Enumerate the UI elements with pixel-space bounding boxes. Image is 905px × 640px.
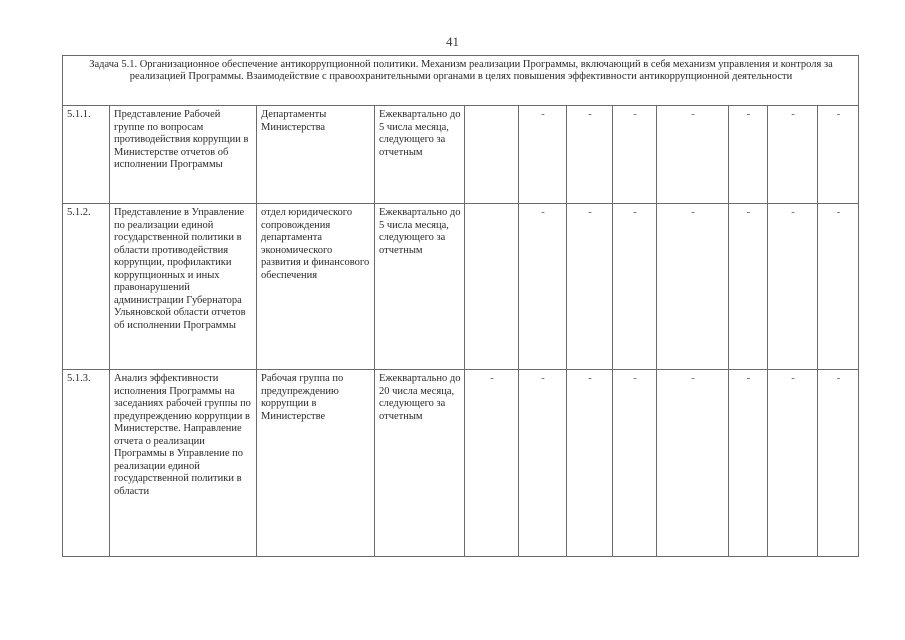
program-table [62, 55, 859, 557]
activity-cell: Представление в Управление по реализации единой государственной политики в области противодействия коррупции, профилактики коррупционных и иных правонарушений администрации Губернатора Ульяновской области отчетов об исполнении Программы [110, 204, 257, 370]
value-cell: - [818, 370, 859, 557]
value-cell: - [729, 106, 768, 204]
value-cell: - [818, 204, 859, 370]
table-row [63, 370, 859, 557]
value-cell: - [519, 204, 567, 370]
activity-cell: Представление Рабочей группе по вопросам противодействия коррупции в Министерстве отчетов об исполнении Программы [110, 106, 257, 204]
page-number: 41 [446, 34, 459, 49]
row-number: 5.1.2. [63, 204, 110, 370]
executor-cell: Департаменты Министерства [257, 106, 375, 204]
value-cell: - [657, 106, 729, 204]
executor-cell: Рабочая группа по предупреждению коррупции в Министерстве [257, 370, 375, 557]
deadline-cell: Ежеквартально до 5 числа месяца, следующего за отчетным [375, 204, 465, 370]
row-number: 5.1.1. [63, 106, 110, 204]
empty-cell [465, 106, 519, 204]
deadline-cell: Ежеквартально до 20 числа месяца, следующего за отчетным [375, 370, 465, 557]
value-cell: - [519, 106, 567, 204]
value-cell: - [613, 204, 657, 370]
value-cell: - [729, 204, 768, 370]
table-row [63, 204, 859, 370]
empty-cell [465, 204, 519, 370]
table-row [63, 106, 859, 204]
activity-cell: Анализ эффективности исполнения Программы на заседаниях рабочей группы по предупреждению коррупции в Министерстве. Направление отчета о реализации Программы в Управление по реализации единой государственной политики в области [110, 370, 257, 557]
value-cell: - [768, 370, 818, 557]
row-number: 5.1.3. [63, 370, 110, 557]
value-cell: - [657, 370, 729, 557]
value-cell: - [729, 370, 768, 557]
value-cell: - [613, 370, 657, 557]
value-cell: - [465, 370, 519, 557]
value-cell: - [657, 204, 729, 370]
value-cell: - [818, 106, 859, 204]
value-cell: - [567, 370, 613, 557]
value-cell: - [567, 106, 613, 204]
task-header: Задача 5.1. Организационное обеспечение антикоррупционной политики. Механизм реализации Программы, включающий в себя механизм управления и контроля за реализацией Программы. Взаимодействие с правоохранительными органами в целях повышения эффективности антикоррупционной деятельности [63, 56, 859, 106]
value-cell: - [768, 106, 818, 204]
value-cell: - [613, 106, 657, 204]
value-cell: - [768, 204, 818, 370]
task-header-row [63, 56, 859, 106]
executor-cell: отдел юридического сопровождения департамента экономического развития и финансового обеспечения [257, 204, 375, 370]
value-cell: - [519, 370, 567, 557]
value-cell: - [567, 204, 613, 370]
deadline-cell: Ежеквартально до 5 числа месяца, следующего за отчетным [375, 106, 465, 204]
